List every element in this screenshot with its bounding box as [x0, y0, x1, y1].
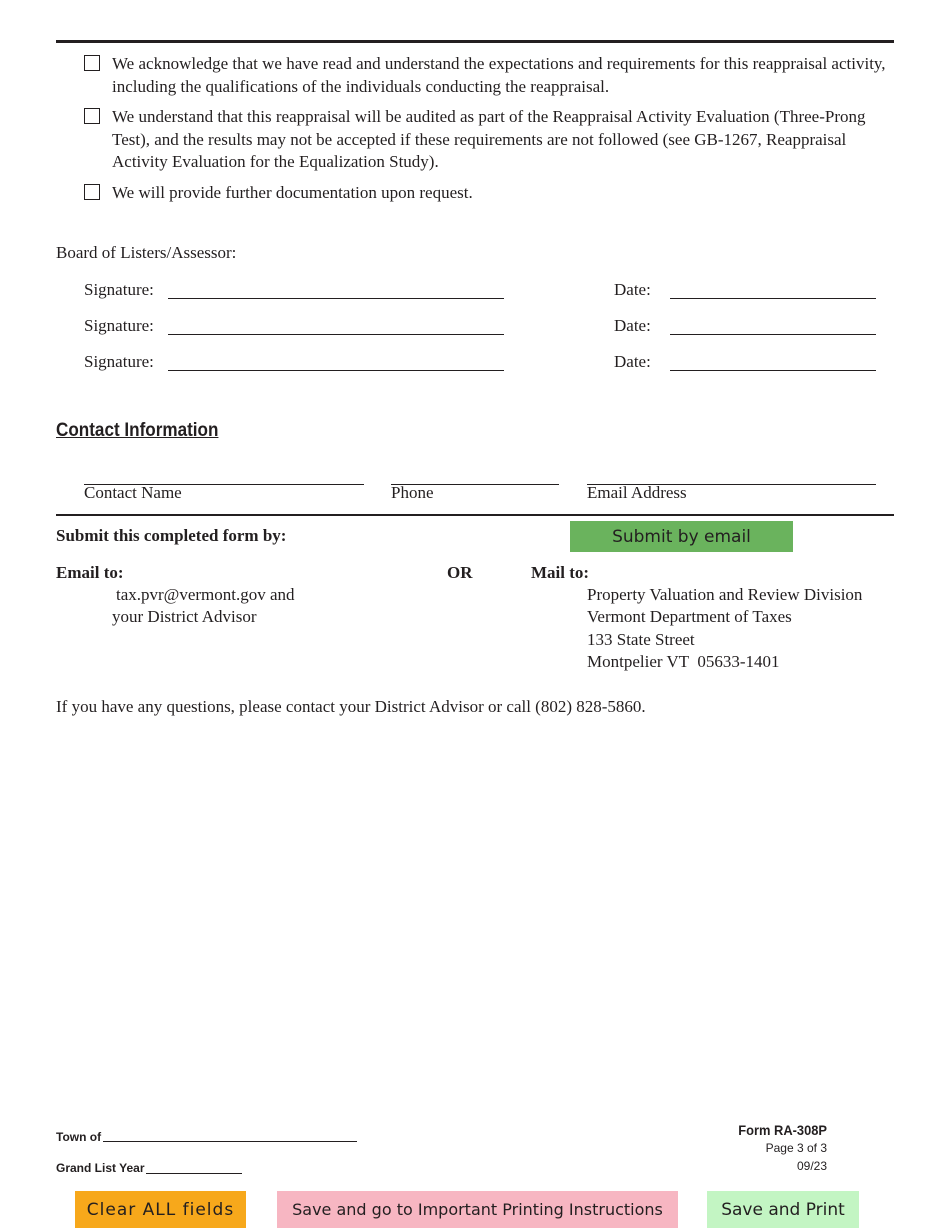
acknowledge-text: We acknowledge that we have read and understand the expectations and requirements for this reappraisal activity, including the qualifications of the individuals conducting the reappraisal.: [112, 54, 886, 96]
phone-label: Phone: [391, 483, 434, 502]
signature-field[interactable]: [168, 334, 504, 335]
contact-heading: Contact Information: [56, 420, 219, 441]
email-to-label: Email to:: [56, 563, 124, 582]
signature-label: Signature:: [84, 280, 154, 299]
email-address-label: Email Address: [587, 483, 687, 502]
or-label: OR: [447, 563, 473, 582]
page-number: Page 3 of 3: [765, 1141, 827, 1155]
form-revision: 09/23: [796, 1159, 827, 1173]
town-field[interactable]: [103, 1141, 357, 1142]
acknowledge-item: [84, 53, 896, 98]
submit-by-email-button[interactable]: Submit by email: [570, 521, 793, 552]
acknowledge-checkbox[interactable]: [84, 55, 100, 71]
audit-item: [84, 106, 896, 174]
date-label: Date:: [614, 280, 651, 299]
mail-address-line: Property Valuation and Review Division: [587, 585, 863, 604]
save-and-instructions-button[interactable]: Save and go to Important Printing Instructions: [277, 1191, 678, 1228]
signature-label: Signature:: [84, 352, 154, 371]
documentation-item: [84, 182, 896, 205]
signature-field[interactable]: [168, 298, 504, 299]
save-and-print-button[interactable]: Save and Print: [707, 1191, 859, 1228]
audit-checkbox[interactable]: [84, 108, 100, 124]
mail-address-line: Vermont Department of Taxes: [587, 607, 792, 626]
date-field[interactable]: [670, 370, 876, 371]
date-label: Date:: [614, 352, 651, 371]
date-field[interactable]: [670, 298, 876, 299]
mail-address-line: Montpelier VT 05633-1401: [587, 652, 780, 671]
contact-name-label: Contact Name: [84, 483, 182, 502]
section-rule: [56, 514, 894, 516]
clear-all-fields-button[interactable]: Clear ALL fields: [75, 1191, 246, 1228]
submit-heading: Submit this completed form by:: [56, 526, 287, 545]
email-advisor: your District Advisor: [112, 607, 257, 626]
audit-text: We understand that this reappraisal will be audited as part of the Reappraisal Activity Evaluation (Three-Prong Test), and the results may not be accepted if these requirements are not followed (see GB-1267, Reappraisal Activity Evaluation for the Equalization Study).: [112, 107, 866, 171]
date-field[interactable]: [670, 334, 876, 335]
signature-field[interactable]: [168, 370, 504, 371]
documentation-text: We will provide further documentation upon request.: [112, 183, 473, 202]
documentation-checkbox[interactable]: [84, 184, 100, 200]
form-id: Form RA-308P: [738, 1122, 827, 1138]
grand-list-year-field[interactable]: [146, 1173, 242, 1174]
mail-address-line: 133 State Street: [587, 630, 695, 649]
grand-list-year-label: Grand List Year: [56, 1161, 145, 1175]
top-rule: [56, 40, 894, 43]
email-address: tax.pvr@vermont.gov and: [116, 585, 295, 604]
board-heading: Board of Listers/Assessor:: [56, 243, 237, 262]
date-label: Date:: [614, 316, 651, 335]
questions-text: If you have any questions, please contact your District Advisor or call (802) 828-5860.: [56, 697, 646, 716]
signature-label: Signature:: [84, 316, 154, 335]
mail-to-label: Mail to:: [531, 563, 590, 582]
town-label: Town of: [56, 1130, 102, 1144]
